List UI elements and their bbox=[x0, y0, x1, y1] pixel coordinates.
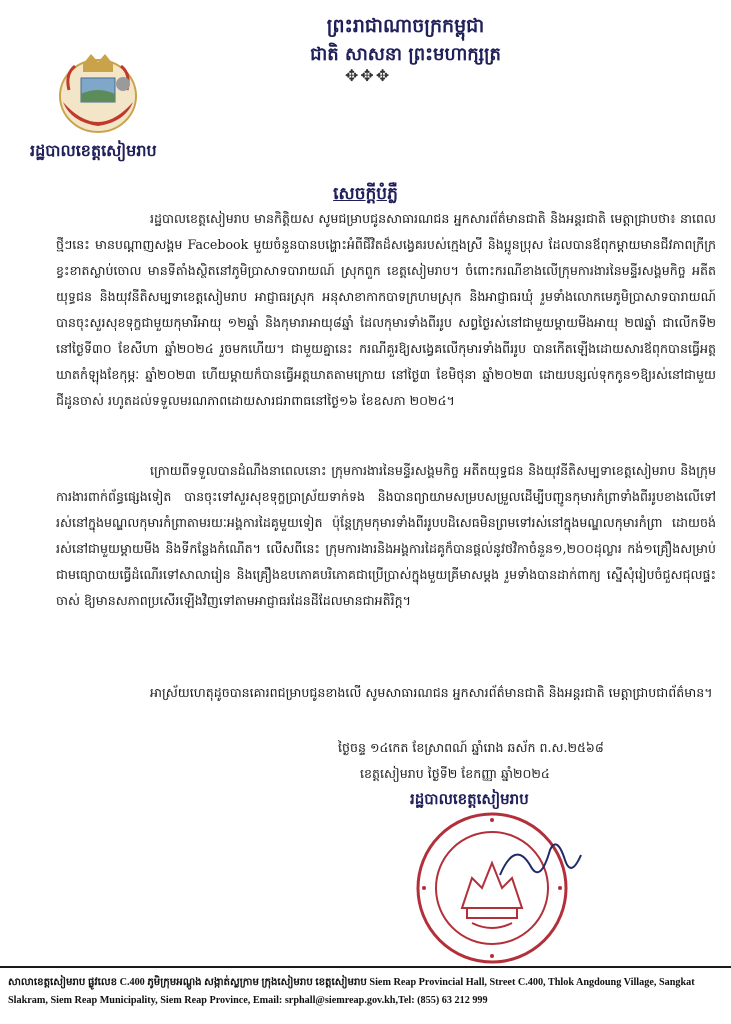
header-ornament: ✥✥✥ bbox=[345, 66, 392, 85]
kingdom-heading: ព្រះរាជាណាចក្រកម្ពុជា bbox=[326, 15, 485, 37]
body-paragraph-1: រដ្ឋបាលខេត្តសៀមរាប មានកិត្តិយស សូមជម្រាបជូនសាធារណជន អ្នកសារព័ត៌មានជាតិ និងអន្តរជាតិ មេត្តាជ្រាបថា៖ នាពេលថ្មីៗនេះ មានបណ្តាញសង្គម Facebook មួយចំនួនបានបង្ហោះអំពីជីវិតដ៏សង្វេគរបស់ក្មេងស្រី និងប្អូនប្រុស ដែលបានឪពុកម្តាយមានជីវភាពក្រីក្រខ្វះខាតស្លាប់ចោល មានទីតាំងស្ថិតនៅភូមិប្រាសាទបារាយណ៍ ស្រុកពួក ខេត្តសៀមរាប។ ចំពោះករណីខាងលើក្រុមការងារនៃមន្ទីរសង្គមកិច្ច អតីតយុទ្ធជន និងយុវនីតិសម្បទាខេត្តសៀមរាប អាជ្ញាធរស្រុក អនុសាខាកាកបាទក្រហមស្រុក និងអាជ្ញាធរឃុំ រួមទាំងលោកមេភូមិប្រាសាទបារាយណ៍ បានចុះសួរសុខទុក្ខជាមួយកុមារីអាយុ ១២ឆ្នាំ និងកុមារាអាយុ៨ឆ្នាំ ដែលកុមារទាំងពីររូប សព្វថ្ងៃរស់នៅជាមួយម្តាយមីងអាយុ ២៧ឆ្នាំ ជាលើកទី២ នៅថ្ងៃទី៣០ ខែសីហា ឆ្នាំ២០២៤ រួចមកហើយ។ ជាមួយគ្នានេះ ករណីគួរឱ្យសង្វេគលើកុមារទាំងពីររូប បានកើតឡើងដោយសារឪពុកបានធ្វើអត្តឃាតកំឡុងខែកុម្ភៈ ឆ្នាំ២០២៣ ហើយម្តាយក៏បានធ្វើអត្តឃាតតាមក្រោយ នៅថ្ងៃ៣ ខែមិថុនា ឆ្នាំ២០២៣ ដោយបន្សល់ទុកកូន១ឱ្យរស់នៅជាមួយជីដូនចាស់ រហូតដល់ទទួលមរណភាពដោយសារជរាពាធនៅថ្ងៃ១៦ ខែឧសភា ២០២៤។ bbox=[56, 211, 716, 408]
body-paragraph-2: ក្រោយពីទទួលបានដំណឹងនាពេលនោះ ក្រុមការងារនៃមន្ទីរសង្គមកិច្ច អតីតយុទ្ធជន និងយុវនីតិសម្បទាខេត្តសៀមរាប និងក្រុមការងារពាក់ព័ន្ធផ្សេងទៀត បានចុះទៅសួរសុខទុក្ខប្រាស្រ័យទាក់ទង និងបានព្យាយាមសម្របសម្រួលដើម្បីបញ្ជូនកុមារកំព្រាទាំងពីររូបខាងលើទៅរស់នៅក្នុងមណ្ឌលកុមារកំព្រាតាមរយៈអង្គការដៃគូមួយទៀត ប៉ុន្តែក្រុមកុមារទាំងពីររូបបដិសេធមិនព្រមទៅរស់នៅក្នុងមណ្ឌលកុមារកំព្រា ដោយចង់រស់នៅជាមួយម្តាយមីង និងទីកន្លែងកំណើត។ លើសពីនេះ ក្រុមការងារនិងអង្គការដៃគូក៏បានផ្តល់នូវថវិកាចំនួន១,២០០ដុល្លារ កង់១គ្រឿងសម្រាប់ជាមធ្យោបាយធ្វើដំណើរទៅសាលារៀន និងគ្រឿងឧបភោគបរិភោគជាប្រើប្រាស់ក្នុងមួយគ្រីមាសម្តង រួមទាំងបានដាក់ពាក្យ ស្នើសុំរៀបចំជួសជុលផ្ទះចាស់ ឱ្យមានសភាពប្រសើរឡើងវិញទៅតាមអាជ្ញាធរដែនដីដែលមានជាអតិរិក្ត។ bbox=[56, 463, 716, 608]
provincial-emblem-icon bbox=[55, 50, 141, 136]
document-title: សេចក្តីបំភ្លឺ bbox=[333, 184, 398, 204]
body-paragraph-3: អាស្រ័យហេតុដូចបានគោរពជម្រាបជូនខាងលើ សូមសាធារណជន អ្នកសារព័ត៌មានជាតិ និងអន្តរជាតិ មេត្តាជ្រាបជាព័ត៌មាន។ bbox=[150, 685, 713, 700]
footer-address: សាលាខេត្តសៀមរាប ផ្លូវលេខ C.400 ភូមិក្រុមអណ្តូង សង្កាត់ស្លក្រាម ក្រុងសៀមរាប ខេត្តសៀមរាប Siem Reap Provincial Hall, Street C.400, Thlok Angdoung Village, Sangkat Slakram, Siem Reap Municipality, Siem Reap Province, Email: srphall@siemreap.gov.kh,Tel: (855) 63 212 999 bbox=[8, 977, 695, 1006]
signatory-name: រដ្ឋបាលខេត្តសៀមរាប bbox=[410, 790, 529, 808]
lunar-date: ថ្ងៃចន្ទ ១៤កេត ខែស្រាពណ៍ ឆ្នាំរោង ឆស័ក ព.ស.២៥៦៨ bbox=[338, 740, 604, 755]
footer-divider bbox=[0, 966, 731, 968]
solar-date: ខេត្តសៀមរាប ថ្ងៃទី២ ខែកញ្ញា ឆ្នាំ២០២៤ bbox=[360, 766, 550, 781]
handwritten-signature bbox=[495, 830, 585, 890]
issuer-name: រដ្ឋបាលខេត្តសៀមរាប bbox=[30, 141, 157, 160]
national-motto: ជាតិ សាសនា ព្រះមហាក្សត្រ bbox=[310, 44, 501, 65]
